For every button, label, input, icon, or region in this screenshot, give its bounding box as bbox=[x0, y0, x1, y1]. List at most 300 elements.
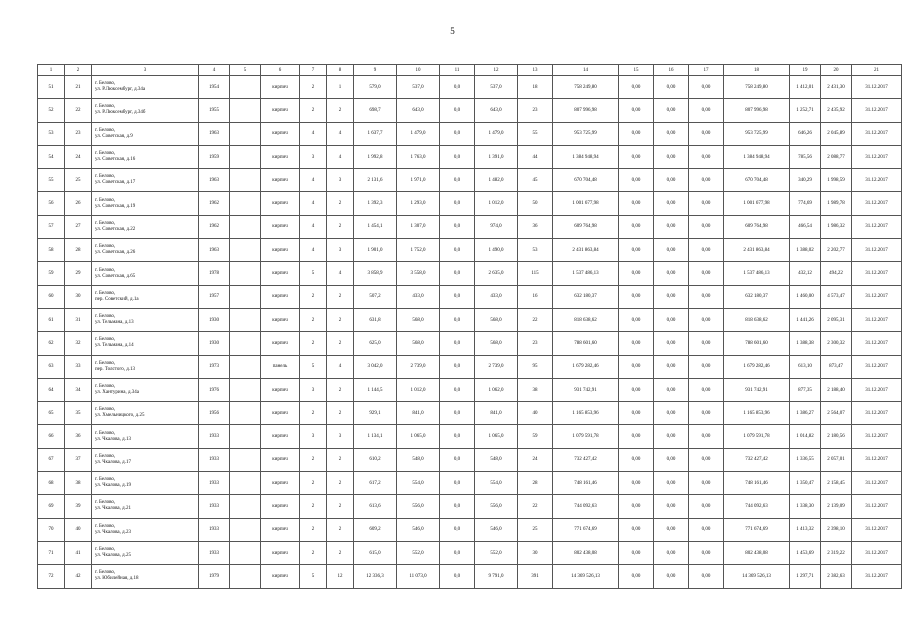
table-cell: 0,00 bbox=[654, 215, 689, 238]
table-cell: 31.12.2017 bbox=[852, 285, 902, 308]
table-cell: 0,00 bbox=[689, 122, 724, 145]
table-cell: 0,00 bbox=[654, 122, 689, 145]
table-cell: 0,0 bbox=[440, 192, 475, 215]
table-cell: 12 336,3 bbox=[354, 565, 397, 588]
table-cell: 53 bbox=[38, 122, 65, 145]
table-cell: 0,00 bbox=[619, 169, 654, 192]
table-cell bbox=[230, 169, 261, 192]
column-number-header: 21 bbox=[852, 65, 902, 76]
address-line: г. Белово, bbox=[95, 127, 116, 133]
address-cell bbox=[92, 378, 199, 401]
table-row bbox=[38, 565, 902, 588]
address-cell bbox=[92, 215, 199, 238]
table-cell: 35 bbox=[65, 402, 92, 425]
table-cell: 4 bbox=[327, 262, 354, 285]
address-line: г. Белово, bbox=[95, 360, 116, 366]
table-cell: 0,00 bbox=[619, 448, 654, 471]
table-cell: кирпич bbox=[261, 262, 300, 285]
address-cell bbox=[92, 169, 199, 192]
table-cell: 0,00 bbox=[619, 518, 654, 541]
table-cell: 974,0 bbox=[475, 215, 518, 238]
table-cell bbox=[230, 122, 261, 145]
table-cell: 18 bbox=[518, 76, 553, 99]
table-cell: 643,0 bbox=[475, 99, 518, 122]
table-cell: 5 bbox=[300, 565, 327, 588]
table-cell: 0,00 bbox=[619, 285, 654, 308]
table-cell: 44 bbox=[518, 145, 553, 168]
table-cell: кирпич bbox=[261, 332, 300, 355]
table-cell: 625,0 bbox=[354, 332, 397, 355]
table-cell: 0,0 bbox=[440, 76, 475, 99]
table-cell: 1 bbox=[327, 76, 354, 99]
address-line: ул. Чкалова, д.21 bbox=[95, 506, 131, 512]
table-cell: 25 bbox=[65, 169, 92, 192]
table-cell: 0,00 bbox=[654, 239, 689, 262]
column-number-header: 6 bbox=[261, 65, 300, 76]
table-cell: 0,00 bbox=[689, 472, 724, 495]
address-line: г. Белово, bbox=[95, 547, 116, 553]
table-cell: кирпич bbox=[261, 285, 300, 308]
table-row bbox=[38, 472, 902, 495]
table-cell: 1962 bbox=[199, 215, 230, 238]
table-cell: 0,00 bbox=[654, 308, 689, 331]
table-cell: 0,0 bbox=[440, 285, 475, 308]
address-cell bbox=[92, 448, 199, 471]
table-cell: 31.12.2017 bbox=[852, 565, 902, 588]
address-line: ул. Хантурина, д.34а bbox=[95, 390, 139, 395]
address-cell bbox=[92, 495, 199, 518]
table-cell: панель bbox=[261, 355, 300, 378]
table-cell: 613,10 bbox=[790, 355, 821, 378]
table-cell: 1 637,7 bbox=[354, 122, 397, 145]
table-cell: 2 431 863,84 bbox=[724, 239, 790, 262]
address-cell bbox=[92, 565, 199, 588]
table-cell: 0,00 bbox=[689, 285, 724, 308]
table-cell: 33 bbox=[65, 355, 92, 378]
address-line: ул. Советская, д.17 bbox=[95, 180, 136, 186]
table-cell: 51 bbox=[38, 76, 65, 99]
table-cell: 1956 bbox=[199, 402, 230, 425]
table-cell: 1 012,0 bbox=[397, 378, 440, 401]
table-row bbox=[38, 122, 902, 145]
table-cell: 54 bbox=[38, 145, 65, 168]
table-cell: 2 bbox=[327, 448, 354, 471]
table-cell: 63 bbox=[38, 355, 65, 378]
table-cell: 537,0 bbox=[475, 76, 518, 99]
table-cell: 24 bbox=[65, 145, 92, 168]
table-cell: 2 bbox=[327, 495, 354, 518]
table-cell: 0,00 bbox=[654, 332, 689, 355]
table-cell: 1 134,1 bbox=[354, 425, 397, 448]
address-cell bbox=[92, 262, 199, 285]
table-cell: 807 996,98 bbox=[553, 99, 619, 122]
table-cell: 2 bbox=[327, 541, 354, 564]
table-cell: 3 bbox=[300, 378, 327, 401]
table-row bbox=[38, 145, 902, 168]
table-cell: 1 350,47 bbox=[790, 472, 821, 495]
table-row bbox=[38, 495, 902, 518]
column-number-header: 19 bbox=[790, 65, 821, 76]
table-cell: 0,0 bbox=[440, 565, 475, 588]
table-cell: 0,0 bbox=[440, 495, 475, 518]
address-cell bbox=[92, 122, 199, 145]
table-cell: 2 bbox=[300, 99, 327, 122]
table-cell: 2 319,22 bbox=[821, 541, 852, 564]
table-cell: 568,0 bbox=[475, 332, 518, 355]
address-cell bbox=[92, 332, 199, 355]
table-cell: 2 bbox=[300, 448, 327, 471]
address-line: ул. Тельмана, д.14 bbox=[95, 343, 134, 349]
address-line: г. Белово, bbox=[95, 197, 116, 203]
table-cell: 1 065,0 bbox=[397, 425, 440, 448]
table-cell: 4 bbox=[300, 169, 327, 192]
table-cell: 744 092,63 bbox=[553, 495, 619, 518]
table-cell: 31.12.2017 bbox=[852, 332, 902, 355]
table-cell: 0,00 bbox=[619, 76, 654, 99]
table-cell: 2 431 863,84 bbox=[553, 239, 619, 262]
table-cell: 21 bbox=[65, 76, 92, 99]
table-cell: 2 bbox=[300, 518, 327, 541]
table-cell: 37 bbox=[65, 448, 92, 471]
column-number-header: 5 bbox=[230, 65, 261, 76]
table-cell: 0,0 bbox=[440, 402, 475, 425]
table-cell bbox=[230, 448, 261, 471]
table-cell: кирпич bbox=[261, 122, 300, 145]
table-cell: 27 bbox=[65, 215, 92, 238]
table-cell: 2 bbox=[300, 495, 327, 518]
table-cell: 59 bbox=[38, 262, 65, 285]
table-cell: 744 092,63 bbox=[724, 495, 790, 518]
address-cell bbox=[92, 308, 199, 331]
column-number-header: 1 bbox=[38, 65, 65, 76]
table-cell: 1 989,78 bbox=[821, 192, 852, 215]
table-cell: 670 704,48 bbox=[724, 169, 790, 192]
table-cell: 30 bbox=[518, 541, 553, 564]
table-cell: 0,00 bbox=[654, 285, 689, 308]
table-cell: 0,00 bbox=[619, 145, 654, 168]
table-cell: 31.12.2017 bbox=[852, 402, 902, 425]
address-line: ул. Р.Люксембург, д.34а bbox=[95, 87, 146, 93]
table-cell: 1 336,55 bbox=[790, 448, 821, 471]
table-cell bbox=[230, 239, 261, 262]
table-cell: 34 bbox=[65, 378, 92, 401]
table-cell: 802 438,08 bbox=[724, 541, 790, 564]
table-cell: 31.12.2017 bbox=[852, 239, 902, 262]
table-cell: 58 bbox=[38, 239, 65, 262]
table-cell: 818 638,62 bbox=[724, 308, 790, 331]
table-cell: 1954 bbox=[199, 76, 230, 99]
address-line: г. Белово, bbox=[95, 244, 116, 250]
table-cell: 646,26 bbox=[790, 122, 821, 145]
table-cell bbox=[230, 215, 261, 238]
table-row bbox=[38, 332, 902, 355]
table-cell: 28 bbox=[65, 239, 92, 262]
table-cell: 2 bbox=[300, 541, 327, 564]
table-cell: 31 bbox=[65, 308, 92, 331]
table-cell: 556,0 bbox=[397, 495, 440, 518]
address-line: ул. Советская, д.19 bbox=[95, 203, 136, 209]
table-cell: 1 293,0 bbox=[397, 192, 440, 215]
table-cell: 31.12.2017 bbox=[852, 448, 902, 471]
table-row bbox=[38, 99, 902, 122]
table-cell bbox=[230, 472, 261, 495]
table-cell: 0,00 bbox=[689, 518, 724, 541]
table-cell: 1 763,0 bbox=[397, 145, 440, 168]
table-cell: 1 391,0 bbox=[475, 145, 518, 168]
table-cell: 30 bbox=[65, 285, 92, 308]
table-cell: 36 bbox=[518, 215, 553, 238]
table-cell: 0,00 bbox=[619, 402, 654, 425]
table-cell: 31.12.2017 bbox=[852, 215, 902, 238]
table-cell bbox=[230, 76, 261, 99]
table-cell: 802 438,08 bbox=[553, 541, 619, 564]
table-cell: 2 088,77 bbox=[821, 145, 852, 168]
column-number-header: 13 bbox=[518, 65, 553, 76]
column-number-header: 18 bbox=[724, 65, 790, 76]
table-cell: 1 537 486,13 bbox=[553, 262, 619, 285]
table-cell: 0,0 bbox=[440, 355, 475, 378]
table-cell: 0,00 bbox=[619, 239, 654, 262]
table-cell: 1 386,27 bbox=[790, 402, 821, 425]
column-number-header: 7 bbox=[300, 65, 327, 76]
address-line: пер. Советский, д.1а bbox=[95, 296, 139, 302]
column-number-row bbox=[38, 65, 902, 76]
table-cell: 548,0 bbox=[397, 448, 440, 471]
table-cell: 1930 bbox=[199, 308, 230, 331]
column-number-header: 10 bbox=[397, 65, 440, 76]
table-cell: 0,0 bbox=[440, 239, 475, 262]
table-cell: 748 161,46 bbox=[553, 472, 619, 495]
table-cell: 29 bbox=[65, 262, 92, 285]
table-row bbox=[38, 518, 902, 541]
table-cell: 1 384 948,94 bbox=[724, 145, 790, 168]
table-cell: 23 bbox=[518, 99, 553, 122]
address-line: г. Белово, bbox=[95, 523, 116, 529]
table-cell: 4 bbox=[300, 239, 327, 262]
table-cell: 0,00 bbox=[689, 565, 724, 588]
address-line: г. Белово, bbox=[95, 477, 116, 483]
table-cell: 3 858,9 bbox=[354, 262, 397, 285]
table-cell: 62 bbox=[38, 332, 65, 355]
table-cell: 9 791,0 bbox=[475, 565, 518, 588]
table-cell bbox=[230, 192, 261, 215]
table-cell: 433,0 bbox=[397, 285, 440, 308]
table-cell: 788 601,60 bbox=[553, 332, 619, 355]
table-cell: 1 482,0 bbox=[475, 169, 518, 192]
table-cell: 1 079 591,78 bbox=[724, 425, 790, 448]
table-cell: 1 479,0 bbox=[475, 122, 518, 145]
table-cell: 0,00 bbox=[689, 239, 724, 262]
table-cell: 22 bbox=[518, 495, 553, 518]
table-cell: 0,00 bbox=[654, 145, 689, 168]
table-cell: 64 bbox=[38, 378, 65, 401]
table-cell: 0,00 bbox=[619, 215, 654, 238]
table-cell: 2 bbox=[327, 378, 354, 401]
table-cell: 2 158,45 bbox=[821, 472, 852, 495]
table-cell: 31.12.2017 bbox=[852, 192, 902, 215]
table-cell: 11 073,0 bbox=[397, 565, 440, 588]
table-cell: 2 188,40 bbox=[821, 378, 852, 401]
table-cell: 31.12.2017 bbox=[852, 518, 902, 541]
table-cell: 2 057,01 bbox=[821, 448, 852, 471]
table-cell: 1 679 282,46 bbox=[724, 355, 790, 378]
table-cell: 340,29 bbox=[790, 169, 821, 192]
table-cell: 0,00 bbox=[619, 495, 654, 518]
address-line: пер. Толстого, д.13 bbox=[95, 366, 136, 372]
table-cell: 22 bbox=[518, 308, 553, 331]
table-cell: 3 558,0 bbox=[397, 262, 440, 285]
table-cell bbox=[230, 262, 261, 285]
table-cell: 31.12.2017 bbox=[852, 122, 902, 145]
table-cell: 4 bbox=[300, 215, 327, 238]
table-cell: 31.12.2017 bbox=[852, 76, 902, 99]
table-cell: 50 bbox=[518, 192, 553, 215]
column-number-header: 4 bbox=[199, 65, 230, 76]
table-cell bbox=[230, 332, 261, 355]
table-cell: 1933 bbox=[199, 518, 230, 541]
table-cell: 0,00 bbox=[689, 262, 724, 285]
table-cell: 0,00 bbox=[689, 448, 724, 471]
table-cell: 0,00 bbox=[689, 145, 724, 168]
table-cell: 2 bbox=[327, 518, 354, 541]
table-cell: 0,0 bbox=[440, 169, 475, 192]
table-cell: 0,00 bbox=[619, 425, 654, 448]
address-line: г. Белово, bbox=[95, 430, 116, 436]
table-cell: 931 742,91 bbox=[553, 378, 619, 401]
address-cell bbox=[92, 518, 199, 541]
table-cell: 610,2 bbox=[354, 448, 397, 471]
table-cell: 55 bbox=[38, 169, 65, 192]
table-row bbox=[38, 285, 902, 308]
table-cell: 732 427,42 bbox=[724, 448, 790, 471]
table-cell: 807 996,98 bbox=[724, 99, 790, 122]
address-line: г. Белово, bbox=[95, 267, 116, 273]
table-row bbox=[38, 402, 902, 425]
address-line: г. Белово, bbox=[95, 570, 116, 576]
table-body bbox=[38, 76, 902, 589]
table-cell: 2 bbox=[300, 402, 327, 425]
table-cell: 23 bbox=[518, 332, 553, 355]
table-cell bbox=[230, 285, 261, 308]
table-cell: 1957 bbox=[199, 285, 230, 308]
table-cell: 771 674,69 bbox=[724, 518, 790, 541]
table-cell: 70 bbox=[38, 518, 65, 541]
table-cell: 1933 bbox=[199, 472, 230, 495]
table-cell: 0,00 bbox=[619, 332, 654, 355]
table-cell: 1 998,59 bbox=[821, 169, 852, 192]
table-cell bbox=[230, 495, 261, 518]
table-cell: 0,00 bbox=[654, 402, 689, 425]
table-cell: 1963 bbox=[199, 122, 230, 145]
table-cell: 0,00 bbox=[654, 355, 689, 378]
address-line: ул. Тельмана, д.13 bbox=[95, 320, 134, 326]
table-cell: 953 725,99 bbox=[724, 122, 790, 145]
table-cell: 613,6 bbox=[354, 495, 397, 518]
table-cell: 45 bbox=[518, 169, 553, 192]
table-cell: 115 bbox=[518, 262, 553, 285]
table-cell: 0,0 bbox=[440, 99, 475, 122]
table-cell: 3 bbox=[327, 425, 354, 448]
table-cell: 55 bbox=[518, 122, 553, 145]
table-cell: 23 bbox=[65, 122, 92, 145]
address-cell bbox=[92, 99, 199, 122]
table-cell: 609,2 bbox=[354, 518, 397, 541]
table-cell: 0,0 bbox=[440, 145, 475, 168]
address-cell bbox=[92, 402, 199, 425]
table-cell: 0,0 bbox=[440, 262, 475, 285]
table-cell: 568,0 bbox=[397, 308, 440, 331]
table-cell: 1963 bbox=[199, 239, 230, 262]
table-cell: 0,00 bbox=[654, 472, 689, 495]
table-cell: кирпич bbox=[261, 169, 300, 192]
table-cell: 22 bbox=[65, 99, 92, 122]
table-cell: 2 bbox=[327, 285, 354, 308]
table-cell: 1933 bbox=[199, 448, 230, 471]
address-line: ул. Хмельницкого, д.25 bbox=[95, 413, 145, 419]
table-cell: кирпич bbox=[261, 402, 300, 425]
table-cell: 1 252,71 bbox=[790, 99, 821, 122]
column-number-header: 14 bbox=[553, 65, 619, 76]
table-cell: 554,0 bbox=[475, 472, 518, 495]
table-cell: 0,0 bbox=[440, 448, 475, 471]
table-row bbox=[38, 192, 902, 215]
address-line: ул. Юбилейная, д.18 bbox=[95, 576, 139, 582]
table-cell: 25 bbox=[518, 518, 553, 541]
table-cell: 0,00 bbox=[619, 308, 654, 331]
address-line: ул. Советская, д.9 bbox=[95, 133, 133, 139]
table-cell: 617,2 bbox=[354, 472, 397, 495]
table-row bbox=[38, 448, 902, 471]
table-cell: 2 382,63 bbox=[821, 565, 852, 588]
table-cell: 931 742,91 bbox=[724, 378, 790, 401]
column-number-header: 2 bbox=[65, 65, 92, 76]
table-cell: 61 bbox=[38, 308, 65, 331]
table-cell: кирпич bbox=[261, 378, 300, 401]
table-cell: 1959 bbox=[199, 145, 230, 168]
column-number-header: 12 bbox=[475, 65, 518, 76]
column-number-header: 11 bbox=[440, 65, 475, 76]
table-cell bbox=[230, 565, 261, 588]
table-cell: 556,0 bbox=[475, 495, 518, 518]
table-cell: 2 635,0 bbox=[475, 262, 518, 285]
table-row bbox=[38, 541, 902, 564]
table-cell: 0,00 bbox=[689, 541, 724, 564]
table-cell: 72 bbox=[38, 565, 65, 588]
table-cell: 5 bbox=[300, 262, 327, 285]
address-line: г. Белово, bbox=[95, 314, 116, 320]
table-cell: 4 bbox=[327, 145, 354, 168]
table-cell: кирпич bbox=[261, 518, 300, 541]
table-cell: 2 202,77 bbox=[821, 239, 852, 262]
address-cell bbox=[92, 145, 199, 168]
table-cell: кирпич bbox=[261, 425, 300, 448]
table-cell: 546,0 bbox=[475, 518, 518, 541]
column-number-header: 15 bbox=[619, 65, 654, 76]
table-cell: 1 065,0 bbox=[475, 425, 518, 448]
table-cell: 1 490,0 bbox=[475, 239, 518, 262]
table-cell: 52 bbox=[38, 99, 65, 122]
table-cell: кирпич bbox=[261, 565, 300, 588]
table-cell: 0,00 bbox=[654, 378, 689, 401]
address-line: г. Белово, bbox=[95, 151, 116, 157]
table-cell: 40 bbox=[65, 518, 92, 541]
table-cell: 0,00 bbox=[654, 495, 689, 518]
table-cell: 0,00 bbox=[619, 122, 654, 145]
table-cell: 2 398,10 bbox=[821, 518, 852, 541]
table-cell: 2 045,89 bbox=[821, 122, 852, 145]
address-line: г. Белово, bbox=[95, 500, 116, 506]
table-cell: 2 139,09 bbox=[821, 495, 852, 518]
